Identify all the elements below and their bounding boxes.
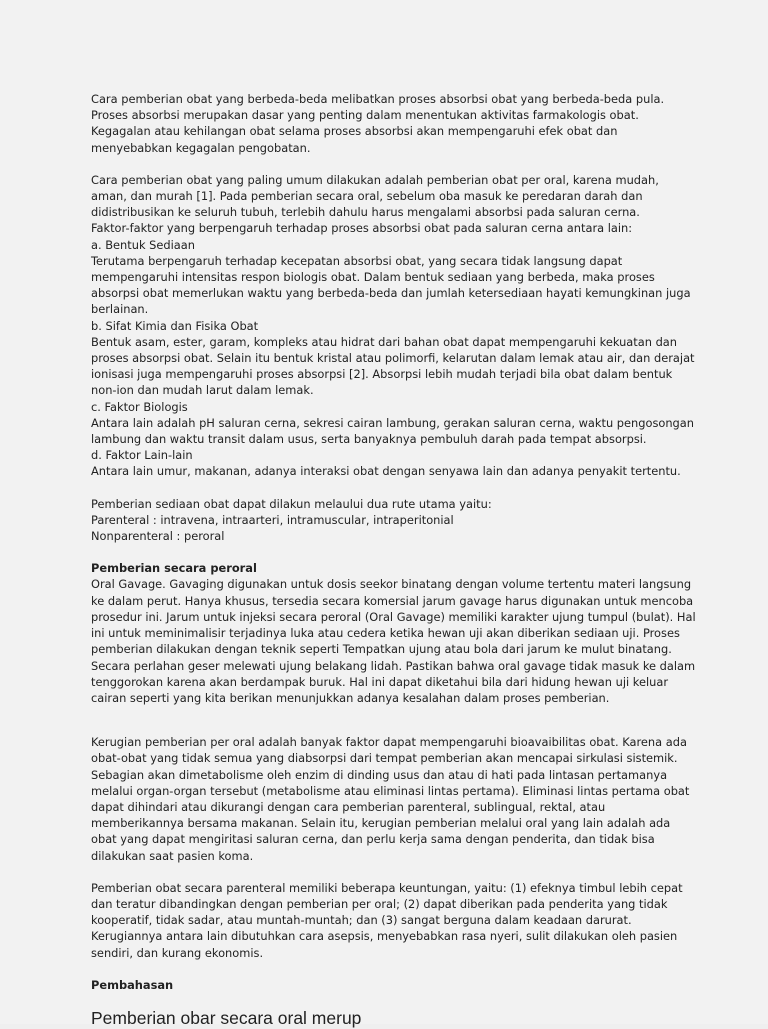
parenteral-paragraph: Pemberian obat secara parenteral memiliki beberapa keuntungan, yaitu: (1) efeknya timbul lebih cepat dan teratur dibandingkan dengan pemberian per oral; (2) dapat diberikan pada penderita yang tidak kooperatif, tidak sadar, atau muntah-muntah; dan (3) sangat berguna dalam keadaan darurat. Kerugiannya antara lain dibutuhkan cara asepsis, menyebabkan rasa nyeri, sulit dilakukan oleh pasien sendiri, dan kurang ekonomis.	[91, 880, 683, 960]
factor-a-text: Terutama berpengaruh terhadap kecepatan absorbsi obat, yang secara tidak langsung dapat mempengaruhi intensitas respon biologis obat. Dalam bentuk sediaan yang berbeda, maka proses absorpsi obat memerlukan waktu yang berbeda-beda dan jumlah ketersediaan hayati kemungkinan juga berlainan.	[91, 253, 691, 317]
factor-d-title: d. Faktor Lain-lain	[91, 448, 193, 463]
intro-paragraph-2: Cara pemberian obat yang paling umum dilakukan adalah pemberian obat per oral, karena mudah, aman, dan murah [1]. Pada pemberian secara oral, sebelum oba masuk ke peredaran darah dan didistribusikan ke seluruh tubuh, terlebih dahulu harus mengalami absorbsi pada saluran cerna.	[91, 172, 659, 220]
routes-intro: Pemberian sediaan obat dapat dilakun melaului dua rute utama yaitu:	[91, 496, 492, 511]
pembahasan-heading: Pembahasan	[91, 977, 174, 992]
factor-b-title: b. Sifat Kimia dan Fisika Obat	[91, 318, 259, 333]
factors-intro: Faktor-faktor yang berpengaruh terhadap proses absorbsi obat pada saluran cerna antara lain:	[91, 221, 633, 236]
factor-c-text: Antara lain adalah pH saluran cerna, sekresi cairan lambung, gerakan saluran cerna, waktu pengosongan lambung dan waktu transit dalam usus, serta banyaknya pembuluh darah pada tempat absorpsi.	[91, 415, 694, 447]
peroral-heading: Pemberian secara peroral	[91, 561, 257, 576]
routes-parenteral: Parenteral : intravena, intraarteri, intramuscular, intraperitonial	[91, 512, 454, 527]
routes-nonparenteral: Nonparenteral : peroral	[91, 529, 225, 544]
factor-d-text: Antara lain umur, makanan, adanya interaksi obat dengan senyawa lain dan adanya penyakit tertentu.	[91, 464, 681, 479]
factor-b-text: Bentuk asam, ester, garam, kompleks atau hidrat dari bahan obat dapat mempengaruhi kekuatan dan proses absorpsi obat. Selain itu bentuk kristal atau polimorfi, kelarutan dalam lemak atau air, dan derajat ionisasi juga mempengaruhi proses absorpsi [2]. Absorpsi lebih mudah terjadi bila obat dalam bentuk non-ion dan mudah larut dalam lemak.	[91, 334, 695, 398]
peroral-paragraph: Oral Gavage. Gavaging digunakan untuk dosis seekor binatang dengan volume tertentu materi langsung ke dalam perut. Hanya khusus, tersedia secara komersial jarum gavage harus digunakan untuk mencoba prosedur ini. Jarum untuk injeksi secara peroral (Oral Gavage) memiliki karakter ujung tumpul (bulat). Hal ini untuk meminimalisir terjadinya luka atau cedera ketika hewan uji akan diberikan sediaan uji. Proses pemberian dilakukan dengan teknik seperti Tempatkan ujung atau bola dari jarum ke mulut binatang. Secara perlahan geser melewati ujung belakang lidah. Pastikan bahwa oral gavage tidak masuk ke dalam tenggorokan karena akan berdampak buruk. Hal ini dapat diketahui bila dari hidung hewan uji keluar cairan seperti yang kita berikan menunjukkan adanya kesalahan dalam proses pemberian.	[91, 577, 696, 705]
large-section-heading: Pemberian obar secara oral merup	[91, 1007, 362, 1028]
factor-c-title: c. Faktor Biologis	[91, 399, 188, 414]
kerugian-paragraph: Kerugian pemberian per oral adalah banyak faktor dapat mempengaruhi bioavaibilitas obat. Karena ada obat-obat yang tidak semua yang diabsorpsi dari tempat pemberian akan mencapai sirkulasi sistemik. Sebagian akan dimetabolisme oleh enzim di dinding usus dan atau di hati pada lintasan pertamanya melalui organ-organ tersebut (metabolisme atau eliminasi lintas pertama). Eliminasi lintas pertama obat dapat dihindari atau dikurangi dengan cara pemberian parenteral, sublingual, rektal, atau memberikannya bersama makanan. Selain itu, kerugian pemberian melalui oral yang lain adalah ada obat yang dapat mengiritasi saluran cerna, dan perlu kerja sama dengan penderita, dan tidak bisa dilakukan saat pasien koma.	[91, 735, 690, 863]
intro-paragraph-1: Cara pemberian obat yang berbeda-beda melibatkan proses absorbsi obat yang berbeda-beda pula. Proses absorbsi merupakan dasar yang penting dalam menentukan aktivitas farmakologis obat. Kegagalan atau kehilangan obat selama proses absorbsi akan mempengaruhi efek obat dan menyebabkan kegagalan pengobatan.	[91, 92, 665, 155]
factor-a-title: a. Bentuk Sediaan	[91, 237, 195, 252]
